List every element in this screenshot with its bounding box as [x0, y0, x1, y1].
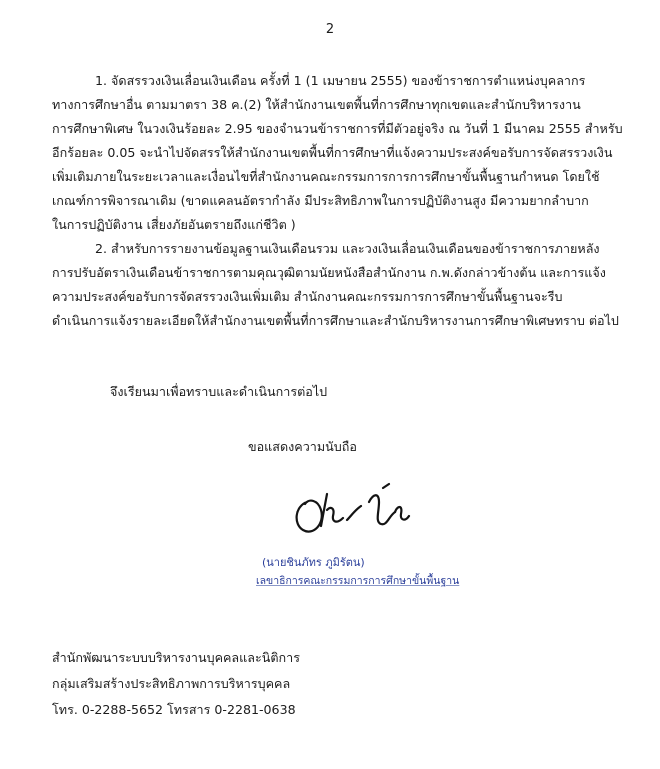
paragraph-2-line: การปรับอัตราเงินเดือนข้าราชการตามคุณวุฒิตามนัยหนังสือสำนักงาน ก.พ.ดังกล่าวข้างต้น และการแจ้ง: [52, 265, 606, 280]
paragraph-1-line: เกณฑ์การพิจารณาเดิม (ขาดแคลนอัตรากำลัง มีประสิทธิภาพในการปฏิบัติงานสูง มีความยากลำบาก: [52, 193, 589, 208]
signer-name: (นายชินภัทร ภูมิรัตน): [262, 556, 365, 569]
paragraph-1-line: การศึกษาพิเศษ ในวงเงินร้อยละ 2.95 ของจำนวนข้าราชการที่มีตัวอยู่จริง ณ วันที่ 1 มีนาคม 2555 สำหรับ: [52, 121, 623, 136]
closing-respect: ขอแสดงความนับถือ: [248, 439, 357, 454]
paragraph-2-line: ดำเนินการแจ้งรายละเอียดให้สำนักงานเขตพื้นที่การศึกษาและสำนักบริหารงานการศึกษาพิเศษทราบ ต่อไป: [52, 313, 619, 328]
paragraph-1-line: เพิ่มเติมภายในระยะเวลาและเงื่อนไขที่สำนักงานคณะกรรมการการการศึกษาขั้นพื้นฐานกำหนด โดยใช้: [52, 169, 600, 184]
paragraph-1-line: ในการปฏิบัติงาน เสี่ยงภัยอันตรายถึงแก่ชีวิต ): [52, 217, 296, 232]
paragraph-1-line: 1. จัดสรรวงเงินเลื่อนเงินเดือน ครั้งที่ 1 (1 เมษายน 2555) ของข้าราชการตำแหน่งบุคลากร: [95, 73, 586, 88]
paragraph-1-line: อีกร้อยละ 0.05 จะนำไปจัดสรรให้สำนักงานเขตพื้นที่การศึกษาที่แจ้งความประสงค์ขอรับการจัดสรรวงเงิน: [52, 145, 613, 160]
footer-office: สำนักพัฒนาระบบบริหารงานบุคคลและนิติการ: [52, 650, 301, 665]
signer-position: เลขาธิการคณะกรรมการการศึกษาขั้นพื้นฐาน: [256, 575, 460, 587]
paragraph-2-line: ความประสงค์ขอรับการจัดสรรวงเงินเพิ่มเติม สำนักงานคณะกรรมการการศึกษาขั้นพื้นฐานจะรีบ: [52, 289, 563, 304]
handwritten-signature: [285, 480, 425, 540]
page-number: 2: [325, 22, 335, 37]
paragraph-2-line: 2. สำหรับการรายงานข้อมูลฐานเงินเดือนรวม และวงเงินเลื่อนเงินเดือนของข้าราชการภายหลัง: [95, 241, 600, 256]
paragraph-1-line: ทางการศึกษาอื่น ตามมาตรา 38 ค.(2) ให้สำนักงานเขตพื้นที่การศึกษาทุกเขตและสำนักบริหารงาน: [52, 97, 581, 112]
closing-request: จึงเรียนมาเพื่อทราบและดำเนินการต่อไป: [110, 384, 328, 399]
footer-group: กลุ่มเสริมสร้างประสิทธิภาพการบริหารบุคคล: [52, 676, 291, 691]
footer-contact: โทร. 0-2288-5652 โทรสาร 0-2281-0638: [52, 702, 296, 717]
